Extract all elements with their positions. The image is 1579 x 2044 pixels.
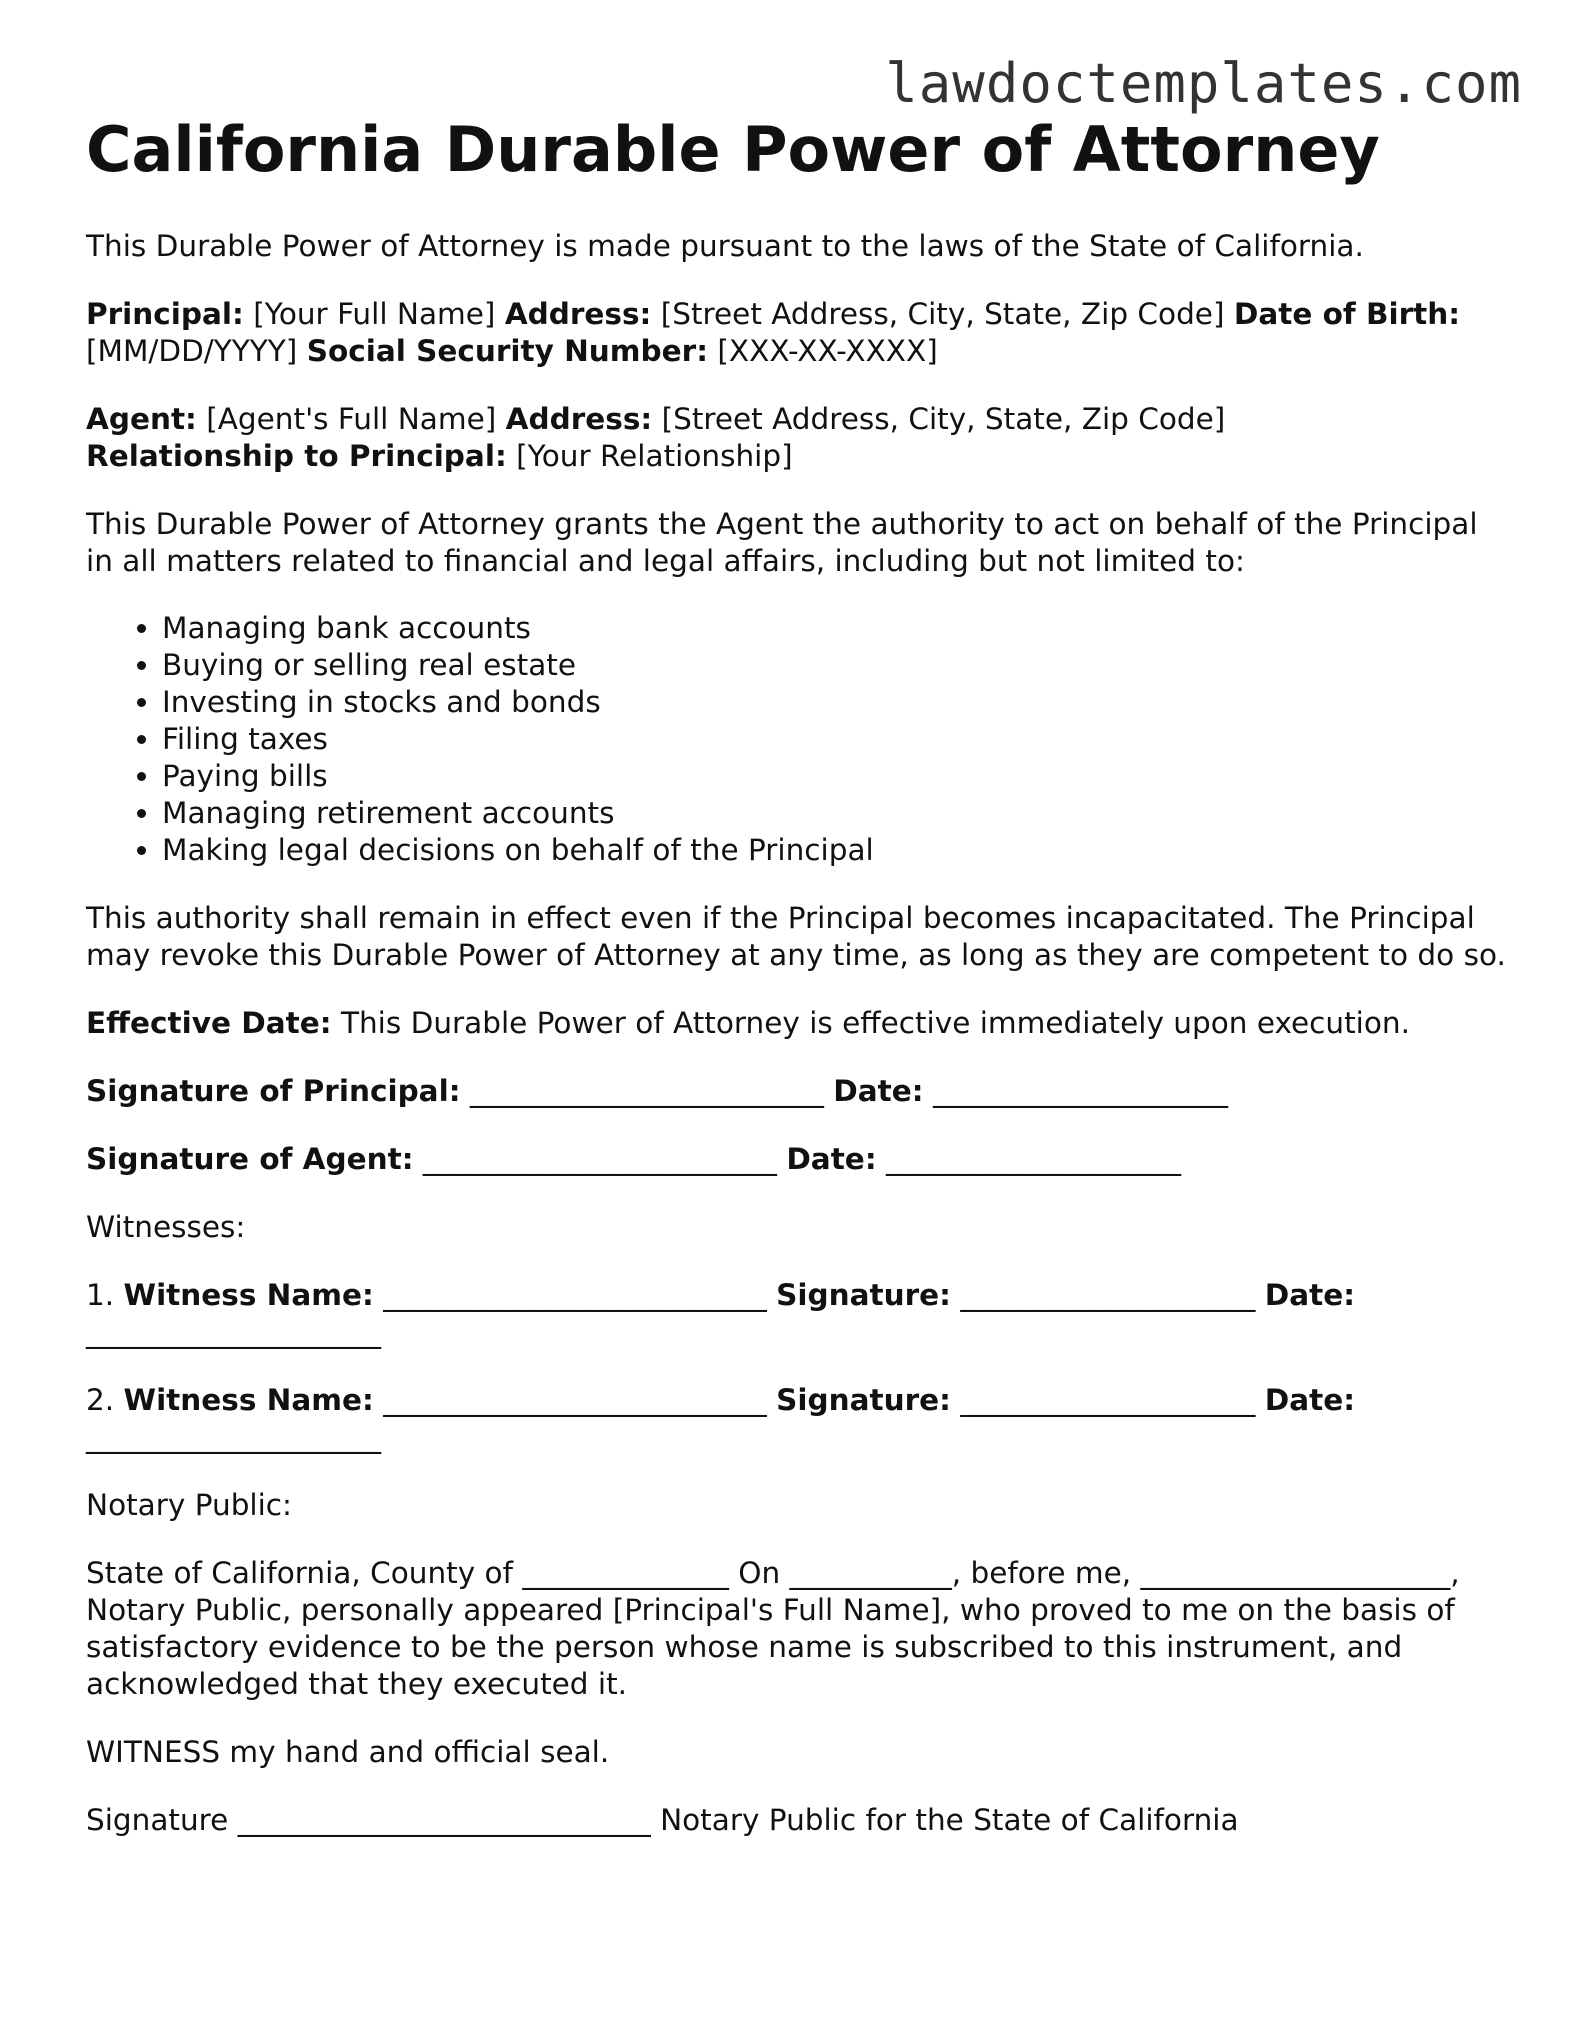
principal-ssn-value: [XXX-XX-XXXX] (708, 334, 938, 368)
effective-date-label: Effective Date: (86, 1006, 332, 1040)
witness-name-field[interactable]: __________________________ (373, 1278, 777, 1312)
agent-date-field[interactable]: ____________________ (876, 1142, 1182, 1176)
watermark: lawdoctemplates.com (885, 52, 1522, 115)
agent-signature-line (86, 1141, 1506, 1178)
agent-address-value: [Street Address, City, State, Zip Code] (652, 402, 1226, 436)
principal-date-field[interactable]: ____________________ (923, 1074, 1228, 1108)
agent-relationship-label: Relationship to Principal: (86, 439, 507, 473)
intro-paragraph: This Durable Power of Attorney is made pursuant to the laws of the State of California. (86, 229, 1364, 263)
list-item: • Investing in stocks and bonds (162, 684, 1506, 721)
agent-info (86, 401, 1506, 475)
witness-signature-label: Signature: (776, 1383, 951, 1417)
witness-2-line (86, 1382, 1506, 1456)
agent-relationship-value: [Your Relationship] (506, 439, 793, 473)
agent-date-label: Date: (786, 1142, 877, 1176)
witness-date-label: Date: (1264, 1383, 1356, 1417)
witness-number: 1. (86, 1278, 124, 1312)
agent-signature-label: Signature of Agent: (86, 1142, 414, 1176)
document-title: California Durable Power of Attorney (86, 113, 1380, 186)
witness-1-line (86, 1277, 1506, 1351)
principal-date-label: Date: (833, 1074, 924, 1108)
list-item: • Managing retirement accounts (162, 795, 1506, 832)
witness-name-label: Witness Name: (123, 1383, 374, 1417)
witness-date-field[interactable]: ____________________ (86, 1420, 381, 1454)
document-page (86, 108, 1506, 1870)
grant-paragraph: This Durable Power of Attorney grants the Agent the authority to act on behalf of the Principal in all matters related to financial and legal affairs, including but not limited to: (86, 507, 1478, 578)
list-item: • Paying bills (162, 758, 1506, 795)
list-item: • Managing bank accounts (162, 610, 1506, 647)
principal-ssn-label: Social Security Number: (306, 334, 709, 368)
agent-name-value: [Agent's Full Name] (196, 402, 506, 436)
notary-signature-line: Signature ____________________________ Notary Public for the State of California (86, 1803, 1239, 1837)
witness-number: 2. (86, 1383, 124, 1417)
list-item: • Making legal decisions on behalf of the Principal (162, 832, 1506, 869)
witness-name-label: Witness Name: (123, 1278, 374, 1312)
principal-name-value: [Your Full Name] (243, 297, 505, 331)
witness-seal-statement: WITNESS my hand and official seal. (86, 1735, 610, 1769)
principal-dob-label: Date of Birth: (1233, 297, 1461, 331)
principal-signature-line (86, 1073, 1506, 1110)
principal-signature-field[interactable]: ________________________ (460, 1074, 834, 1108)
durability-paragraph: This authority shall remain in effect even if the Principal becomes incapacitated. The Principal may revoke this Durable Power of Attorney at any time, as long as they are competent to do so. (86, 901, 1506, 972)
principal-dob-value: [MM/DD/YYYY] (86, 334, 307, 368)
witness-signature-field[interactable]: ____________________ (950, 1278, 1265, 1312)
agent-label: Agent: (86, 402, 197, 436)
list-item: • Filing taxes (162, 721, 1506, 758)
principal-label: Principal: (86, 297, 244, 331)
witness-name-field[interactable]: __________________________ (373, 1383, 777, 1417)
agent-signature-field[interactable]: ________________________ (413, 1142, 787, 1176)
principal-address-label: Address: (504, 297, 652, 331)
list-item: • Buying or selling real estate (162, 647, 1506, 684)
witnesses-heading: Witnesses: (86, 1210, 246, 1244)
witness-signature-field[interactable]: ____________________ (950, 1383, 1265, 1417)
notary-acknowledgment: State of California, County of ______________ On ___________, before me, _____________________, Notary Public, personally appeared [Principal's Full Name], who proved to me on the basis of satisfactory evidence to be the person whose name is subscribed to this instrument, and acknowledged that they executed it. (86, 1556, 1460, 1701)
witness-date-field[interactable]: ____________________ (86, 1315, 381, 1349)
effective-date (86, 1005, 1506, 1042)
notary-heading: Notary Public: (86, 1488, 292, 1522)
principal-signature-label: Signature of Principal: (86, 1074, 461, 1108)
principal-info (86, 296, 1506, 370)
principal-address-value: [Street Address, City, State, Zip Code] (651, 297, 1234, 331)
agent-address-label: Address: (505, 402, 653, 436)
effective-date-text: This Durable Power of Attorney is effective immediately upon execution. (331, 1006, 1410, 1040)
witness-signature-label: Signature: (776, 1278, 951, 1312)
powers-list (86, 610, 1506, 869)
witness-date-label: Date: (1264, 1278, 1356, 1312)
